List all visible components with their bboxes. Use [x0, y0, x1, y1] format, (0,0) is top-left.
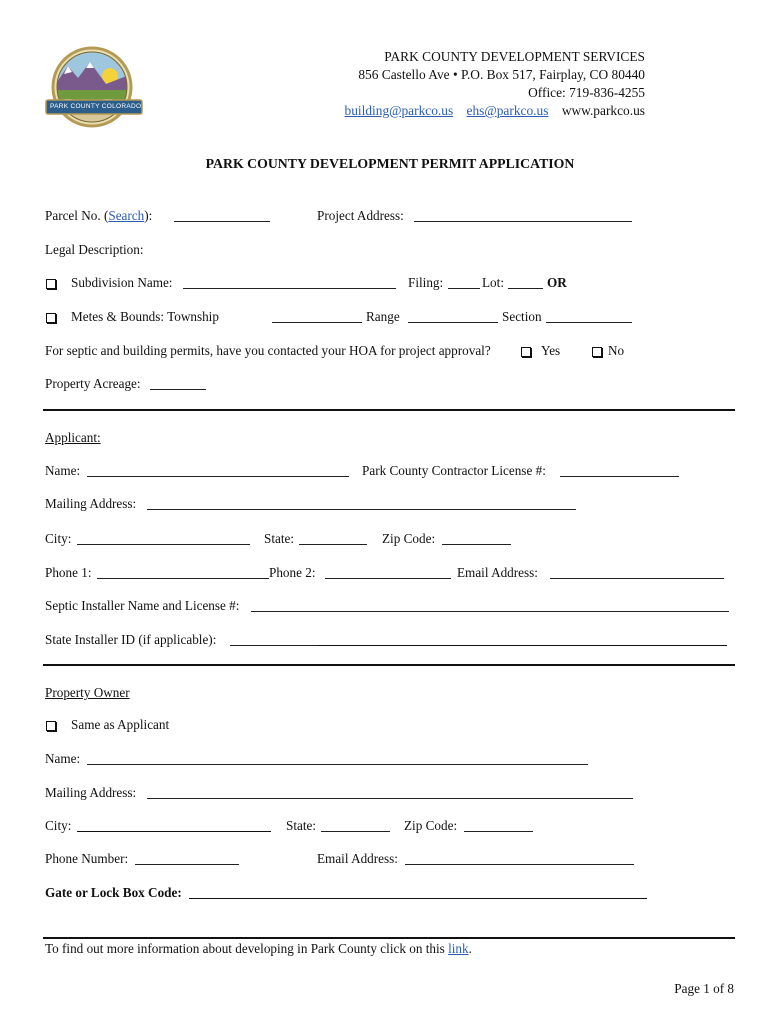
- applicant-state-field[interactable]: [299, 532, 367, 545]
- applicant-zip-label: Zip Code:: [382, 531, 436, 546]
- hoa-question: For septic and building permits, have you contacted your HOA for project approval?: [45, 343, 491, 358]
- owner-city-field[interactable]: [77, 819, 271, 832]
- owner-state-field[interactable]: [321, 819, 390, 832]
- owner-state-label: State:: [286, 818, 317, 833]
- org-address: 856 Castello Ave • P.O. Box 517, Fairplay, CO 80440: [358, 67, 645, 82]
- applicant-name-field[interactable]: [87, 464, 349, 477]
- applicant-mailing-label: Mailing Address:: [45, 496, 137, 511]
- owner-zip-field[interactable]: [464, 819, 533, 832]
- same-as-applicant-checkbox[interactable]: [46, 721, 56, 731]
- applicant-name-label: Name:: [45, 463, 81, 478]
- hoa-no-checkbox[interactable]: [592, 347, 602, 357]
- applicant-phone1-field[interactable]: [97, 566, 269, 579]
- parcel-label-suffix: ):: [144, 208, 153, 223]
- parcel-search-link[interactable]: Search: [108, 208, 145, 223]
- owner-city-label: City:: [45, 818, 72, 833]
- applicant-phone2-field[interactable]: [325, 566, 451, 579]
- septic-installer-field[interactable]: [251, 599, 729, 612]
- county-logo: [44, 44, 144, 130]
- owner-phone-field[interactable]: [135, 852, 239, 865]
- hoa-yes-label: Yes: [541, 343, 561, 358]
- org-name: PARK COUNTY DEVELOPMENT SERVICES: [384, 49, 645, 64]
- applicant-email-label: Email Address:: [457, 565, 538, 580]
- legal-description-label: Legal Description:: [45, 242, 144, 257]
- range-label: Range: [366, 309, 400, 324]
- state-installer-id-field-a[interactable]: [230, 633, 318, 646]
- footer-info-link[interactable]: link: [448, 941, 469, 956]
- property-owner-heading: Property Owner: [45, 685, 130, 700]
- owner-name-label: Name:: [45, 751, 81, 766]
- applicant-phone1-label: Phone 1:: [45, 565, 92, 580]
- township-field[interactable]: [272, 310, 362, 323]
- header-block: [345, 48, 646, 120]
- septic-installer-label: Septic Installer Name and License #:: [45, 598, 240, 613]
- parcel-label-prefix: Parcel No. (: [45, 208, 109, 223]
- owner-mailing-label: Mailing Address:: [45, 785, 137, 800]
- owner-email-field[interactable]: [405, 852, 634, 865]
- subdivision-name-field[interactable]: [183, 276, 396, 289]
- hoa-no-label: No: [608, 343, 625, 358]
- parcel-label: [45, 208, 152, 224]
- metes-bounds-label: Metes & Bounds: Township: [71, 309, 219, 324]
- applicant-mailing-field[interactable]: [147, 497, 576, 510]
- applicant-email-field[interactable]: [550, 566, 724, 579]
- owner-email-label: Email Address:: [317, 851, 398, 866]
- owner-zip-label: Zip Code:: [404, 818, 458, 833]
- gate-lock-box-field[interactable]: [189, 886, 647, 899]
- property-acreage-field[interactable]: [150, 377, 206, 390]
- contractor-license-label: Park County Contractor License #:: [362, 463, 546, 478]
- or-label: OR: [547, 275, 567, 290]
- owner-phone-label: Phone Number:: [45, 851, 129, 866]
- applicant-state-label: State:: [264, 531, 295, 546]
- hoa-yes-checkbox[interactable]: [521, 347, 531, 357]
- applicant-city-field[interactable]: [77, 532, 250, 545]
- county-seal-graphic: [44, 44, 144, 130]
- property-acreage-label: Property Acreage:: [45, 376, 141, 391]
- state-installer-id-label: State Installer ID (if applicable):: [45, 632, 217, 647]
- ehs-email-link[interactable]: ehs@parkco.us: [466, 103, 549, 118]
- contractor-license-field[interactable]: [560, 464, 679, 477]
- state-installer-id-field-b[interactable]: [318, 633, 727, 646]
- owner-mailing-field[interactable]: [147, 786, 633, 799]
- building-email-link[interactable]: building@parkco.us: [344, 103, 454, 118]
- lot-field[interactable]: [508, 276, 543, 289]
- filing-field[interactable]: [448, 276, 480, 289]
- subdivision-checkbox[interactable]: [46, 279, 56, 289]
- applicant-heading: Applicant:: [45, 430, 101, 445]
- website-text: www.parkco.us: [561, 103, 645, 118]
- section-divider: [43, 664, 735, 666]
- owner-name-field[interactable]: [87, 752, 588, 765]
- parcel-number-field[interactable]: [174, 209, 270, 222]
- contact-links: [345, 102, 646, 120]
- subdivision-name-label: Subdivision Name:: [71, 275, 173, 290]
- lot-label: Lot:: [482, 275, 504, 290]
- form-title: PARK COUNTY DEVELOPMENT PERMIT APPLICATION: [205, 156, 575, 171]
- section-field[interactable]: [546, 310, 632, 323]
- applicant-zip-field[interactable]: [442, 532, 511, 545]
- project-address-field[interactable]: [414, 209, 632, 222]
- section-divider: [43, 409, 735, 411]
- footer-info: [45, 941, 472, 957]
- filing-label: Filing:: [408, 275, 444, 290]
- page-number: Page 1 of 8: [674, 981, 734, 996]
- metes-bounds-checkbox[interactable]: [46, 313, 56, 323]
- same-as-applicant-label: Same as Applicant: [71, 717, 170, 732]
- footer-info-text: To find out more information about developing in Park County click on this: [45, 941, 445, 956]
- section-label: Section: [502, 309, 542, 324]
- office-phone: Office: 719-836-4255: [528, 85, 645, 100]
- footer-divider: [43, 937, 735, 939]
- gate-lock-box-label: Gate or Lock Box Code:: [45, 885, 182, 900]
- footer-period: .: [468, 941, 472, 956]
- applicant-phone2-label: Phone 2:: [269, 565, 316, 580]
- applicant-city-label: City:: [45, 531, 72, 546]
- range-field[interactable]: [408, 310, 498, 323]
- logo-banner-text: PARK COUNTY COLORADO: [50, 103, 142, 110]
- project-address-label: Project Address:: [317, 208, 404, 223]
